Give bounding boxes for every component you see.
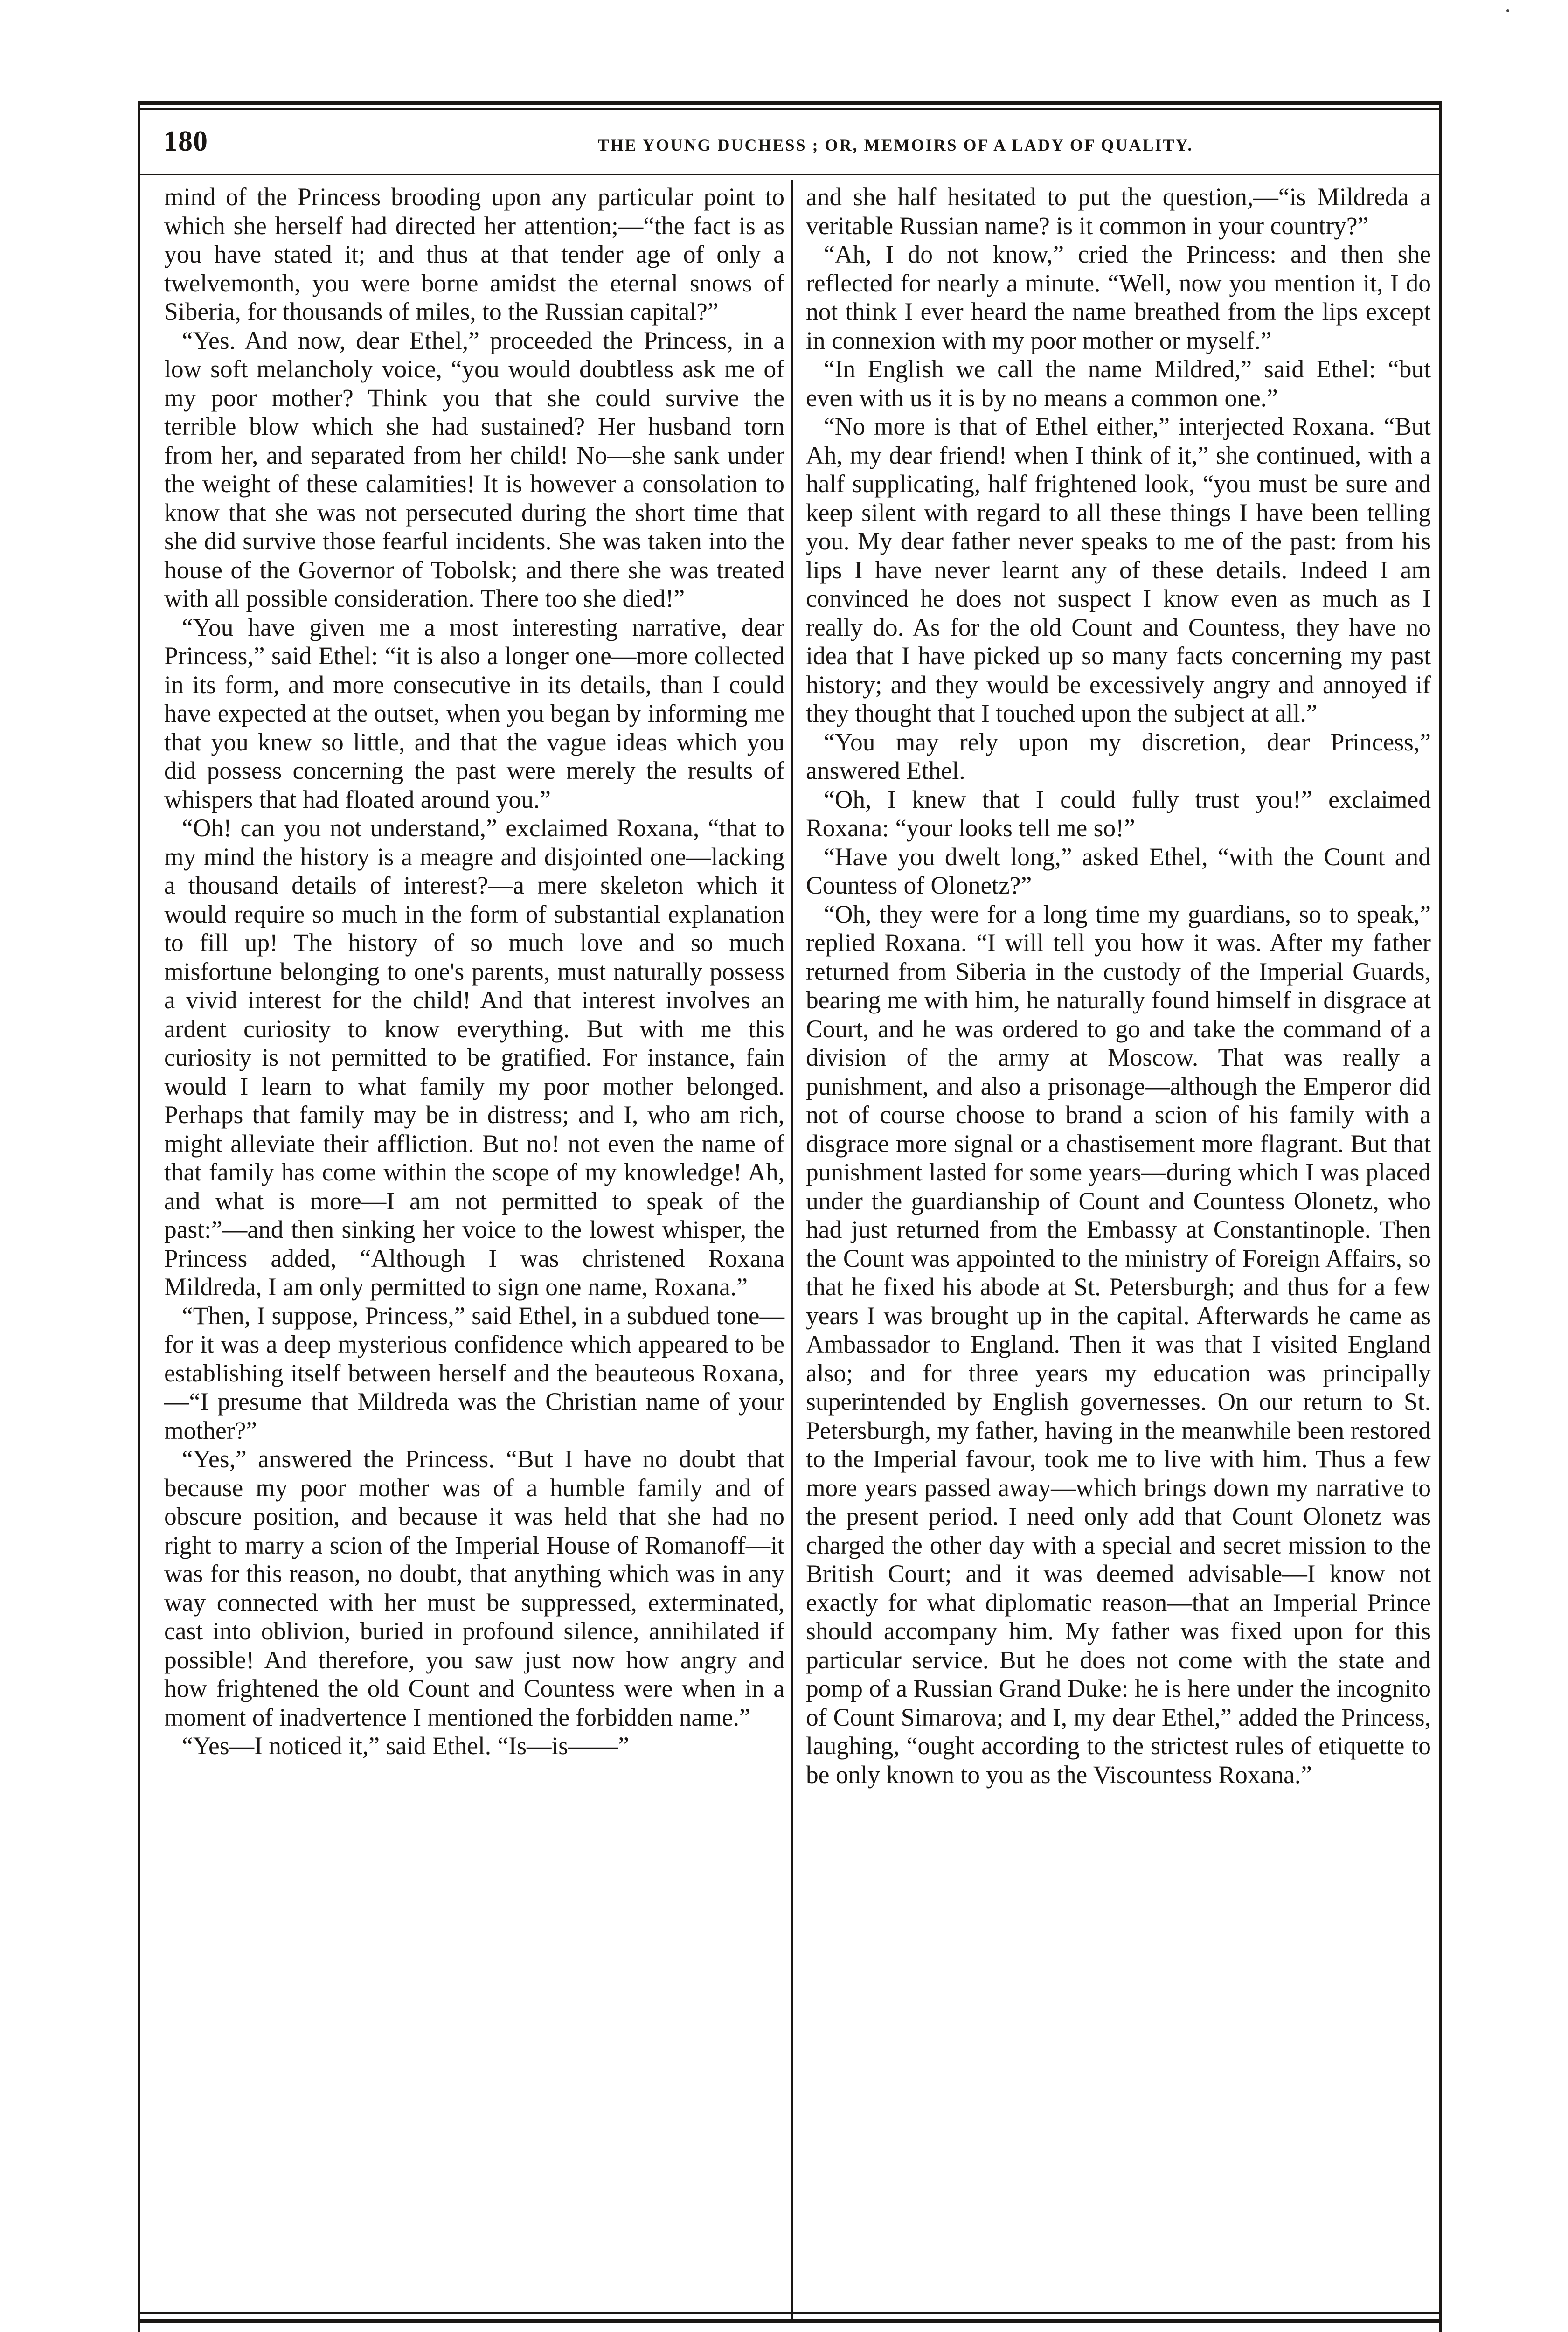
right-column [806, 183, 1431, 1789]
top-rule-thin [140, 108, 1441, 110]
top-rule [140, 101, 1441, 105]
paragraph: “Yes. And now, dear Ethel,” proceeded the Princess, in a low soft melancholy voice, “you would doubtless ask me of my poor mother? Think you that she could survive the terrible blow which she had sustained? Her husband torn from her, and separated from her child! No—she sank under the weight of these calamities! It is however a consolation to know that she was not persecuted during the short time that she did survive those fearful incidents. She was taken into the house of the Governor of Tobolsk; and there she was treated with all possible consideration. There too she died!” [164, 326, 784, 612]
paragraph: “Oh, I knew that I could fully trust you!” exclaimed Roxana: “your looks tell me so!” [806, 785, 1431, 842]
left-border-rule [138, 101, 140, 2332]
paragraph: “You have given me a most interesting narrative, dear Princess,” said Ethel: “it is also a longer one—more collected in its form, and more consecutive in its details, than I could have expected at the outset, when you began by informing me that you knew so little, and that the vague ideas which you did possess concerning the past were merely the results of whispers that had floated around you.” [164, 613, 784, 813]
ink-speck [1506, 9, 1509, 12]
paragraph: “Then, I suppose, Princess,” said Ethel, in a subdued tone—for it was a deep mysterious confidence which appeared to be establishing itself between herself and the beauteous Roxana,—“I presume that Mildreda was the Christian name of your mother?” [164, 1301, 784, 1444]
running-title: THE YOUNG DUCHESS ; OR, MEMOIRS OF A LADY OF QUALITY. [597, 136, 1193, 154]
paragraph: “Yes,” answered the Princess. “But I have no doubt that because my poor mother was of a humble family and of obscure position, and because it was held that she had no right to marry a scion of the Imperial House of Romanoff—it was for this reason, no doubt, that anything which was in any way connected with her must be suppressed, exterminated, cast into oblivion, buried in profound silence, annihilated if possible! And therefore, you saw just now how angry and how frightened the old Count and Countess were when in a moment of inadvertence I mentioned the forbidden name.” [164, 1445, 784, 1731]
right-border-rule [1439, 101, 1442, 2332]
paragraph: “Yes—I noticed it,” said Ethel. “Is—is——” [182, 1732, 629, 1760]
bottom-rule [140, 2319, 1441, 2323]
paragraph: “Oh, they were for a long time my guardians, so to speak,” replied Roxana. “I will tell you how it was. After my father returned from Siberia in the custody of the Imperial Guards, bearing me with him, he naturally found himself in disgrace at Court, and he was ordered to go and take the command of a division of the army at Moscow. That was really a punishment, and also a prisonage—although the Emperor did not of course choose to brand a scion of his family with a disgrace more signal or a chastisement more flagrant. But that punishment lasted for some years—during which I was placed under the guardianship of Count and Countess Olonetz, who had just returned from the Embassy at Constantinople. Then the Count was appointed to the ministry of Foreign Affairs, so that he fixed his abode at St. Petersburgh; and thus for a few years I was brought up in the capital. Afterwards he came as Ambassador to England. Then it was that I visited England also; and for three years my education was principally superintended by English governesses. On our return to St. Petersburgh, my father, having in the meanwhile been restored to the Imperial favour, took me to live with him. Thus a few more years passed away—which brings down my narrative to the present period. I need only add that Count Olonetz was charged the other day with a special and secret mission to the British Court; and it was deemed advisable—I know not exactly for what diplomatic reason—that an Imperial Prince should accompany him. My father was fixed upon for this particular service. But he does not come with the state and pomp of a Russian Grand Duke: he is here under the incognito of Count Simarova; and I, my dear Ethel,” added the Princess, laughing, “ought according to the strictest rules of etiquette to be only known to you as the Viscountess Roxana.” [806, 900, 1431, 1789]
left-column [164, 183, 784, 1761]
paragraph: “Ah, I do not know,” cried the Princess: and then she reflected for nearly a minute. “Well, now you mention it, I do not think I ever heard the name breathed from the lips except in connexion with my poor mother or myself.” [806, 240, 1431, 354]
column-divider [791, 180, 793, 2320]
paragraph: “In English we call the name Mildred,” said Ethel: “but even with us it is by no means a common one.” [806, 355, 1431, 412]
bottom-rule-thin [140, 2312, 1441, 2314]
paragraph: “You may rely upon my discretion, dear Princess,” answered Ethel. [806, 728, 1431, 784]
page-number: 180 [163, 125, 208, 157]
paragraph: “Oh! can you not understand,” exclaimed Roxana, “that to my mind the history is a meagre and disjointed one—lacking a thousand details of interest?—a mere skeleton which it would require so much in the form of substantial explanation to fill up! The history of so much love and so much misfortune belonging to one's parents, must naturally possess a vivid interest for the child! And that interest involves an ardent curiosity to know everything. But with me this curiosity is not permitted to be gratified. For instance, fain would I learn to what family my poor mother belonged. Perhaps that family may be in distress; and I, who am rich, might alleviate their affliction. But no! not even the name of that family has come within the scope of my knowledge! Ah, and what is more—I am not permitted to speak of the past:”—and then sinking her voice to the lowest whisper, the Princess added, “Although I was christened Roxana Mildreda, I am only permitted to sign one name, Roxana.” [164, 814, 784, 1301]
paragraph: “Have you dwelt long,” asked Ethel, “with the Count and Countess of Olonetz?” [806, 842, 1431, 899]
paragraph: and she half hesitated to put the question,—“is Mildreda a veritable Russian name? is it common in your country?” [806, 183, 1431, 240]
header-rule [140, 174, 1441, 175]
paragraph: “No more is that of Ethel either,” interjected Roxana. “But Ah, my dear friend! when I think of it,” she continued, with a half supplicating, half frightened look, “you must be sure and keep silent with regard to all these things I have been telling you. My dear father never speaks to me of the past: from his lips I have never learnt any of these details. Indeed I am convinced he does not suspect I know even as much as I really do. As for the old Count and Countess, they have no idea that I have picked up so many facts concerning my past history; and they would be excessively angry and annoyed if they thought that I touched upon the subject at all.” [806, 412, 1431, 727]
paragraph: mind of the Princess brooding upon any particular point to which she herself had directed her attention;—“the fact is as you have stated it; and thus at that tender age of only a twelvemonth, you were borne amidst the eternal snows of Siberia, for thousands of miles, to the Russian capital?” [164, 183, 784, 326]
